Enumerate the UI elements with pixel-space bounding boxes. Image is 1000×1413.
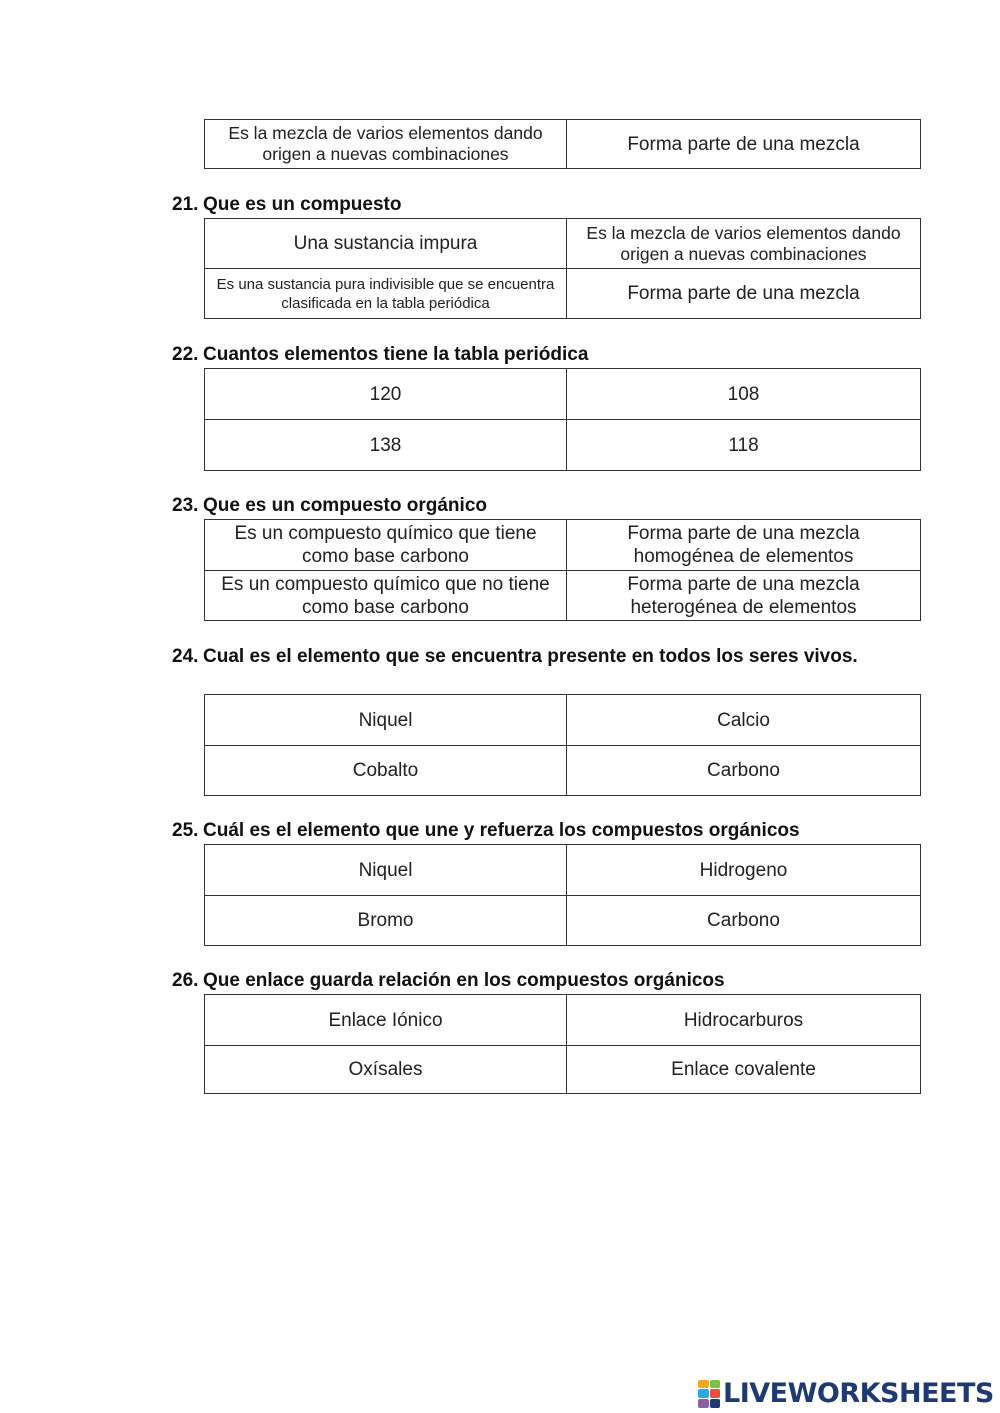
question-number: 25. xyxy=(172,820,199,841)
option-cell[interactable]: Enlace Iónico xyxy=(205,995,567,1046)
question-23 xyxy=(172,494,863,518)
question-number: 21. xyxy=(172,194,199,215)
question-number: 26. xyxy=(172,970,199,991)
question-22 xyxy=(172,343,863,367)
option-cell[interactable]: Forma parte de una mezcla homogénea de elementos xyxy=(567,520,921,571)
option-cell[interactable]: Forma parte de una mezcla heterogénea de elementos xyxy=(567,571,921,621)
question-text: Cuantos elementos tiene la tabla periódica xyxy=(203,344,589,365)
q26-options-table xyxy=(204,994,921,1094)
option-cell[interactable]: Carbono xyxy=(567,896,921,946)
option-cell[interactable]: Calcio xyxy=(567,695,921,746)
option-cell[interactable]: Niquel xyxy=(205,695,567,746)
question-text: Que es un compuesto orgánico xyxy=(203,495,487,516)
option-cell[interactable]: Enlace covalente xyxy=(567,1046,921,1094)
q24-options-table xyxy=(204,694,921,796)
option-cell[interactable]: Es una sustancia pura indivisible que se encuentra clasificada en la tabla periódica xyxy=(205,269,567,319)
question-26 xyxy=(172,969,863,993)
brand-wordmark: LIVEWORKSHEETS xyxy=(723,1378,994,1409)
liveworksheets-badge-icon xyxy=(698,1380,720,1408)
question-text: Cual es el elemento que se encuentra presente en todos los seres vivos. xyxy=(203,646,858,667)
option-cell[interactable]: Es la mezcla de varios elementos dando origen a nuevas combinaciones xyxy=(205,120,567,169)
option-cell[interactable]: 108 xyxy=(567,369,921,420)
question-number: 24. xyxy=(172,646,199,667)
question-number: 22. xyxy=(172,344,199,365)
option-cell[interactable]: Bromo xyxy=(205,896,567,946)
q23-options-table xyxy=(204,519,921,621)
option-cell[interactable]: Una sustancia impura xyxy=(205,219,567,269)
option-cell[interactable]: 138 xyxy=(205,420,567,471)
option-cell[interactable]: Hidrocarburos xyxy=(567,995,921,1046)
question-text: Cuál es el elemento que une y refuerza los compuestos orgánicos xyxy=(203,820,800,841)
option-cell[interactable]: Es un compuesto químico que tiene como base carbono xyxy=(205,520,567,571)
option-cell[interactable]: Es la mezcla de varios elementos dando origen a nuevas combinaciones xyxy=(567,219,921,269)
option-cell[interactable]: Carbono xyxy=(567,746,921,796)
question-text: Que enlace guarda relación en los compuestos orgánicos xyxy=(203,970,725,991)
question-21 xyxy=(172,193,863,217)
option-cell[interactable]: Forma parte de una mezcla xyxy=(567,269,921,319)
question-number: 23. xyxy=(172,495,199,516)
liveworksheets-logo xyxy=(698,1378,994,1409)
question-25 xyxy=(172,819,863,843)
option-cell[interactable]: Oxísales xyxy=(205,1046,567,1094)
option-cell[interactable]: Cobalto xyxy=(205,746,567,796)
option-cell[interactable]: 120 xyxy=(205,369,567,420)
q22-options-table xyxy=(204,368,921,471)
option-cell[interactable]: Niquel xyxy=(205,845,567,896)
q20-options-table xyxy=(204,119,921,169)
option-cell[interactable]: Es un compuesto químico que no tiene como base carbono xyxy=(205,571,567,621)
question-24 xyxy=(172,645,863,669)
q25-options-table xyxy=(204,844,921,946)
question-text: Que es un compuesto xyxy=(203,194,402,215)
option-cell[interactable]: Hidrogeno xyxy=(567,845,921,896)
option-cell[interactable]: Forma parte de una mezcla xyxy=(567,120,921,169)
q21-options-table xyxy=(204,218,921,319)
option-cell[interactable]: 118 xyxy=(567,420,921,471)
